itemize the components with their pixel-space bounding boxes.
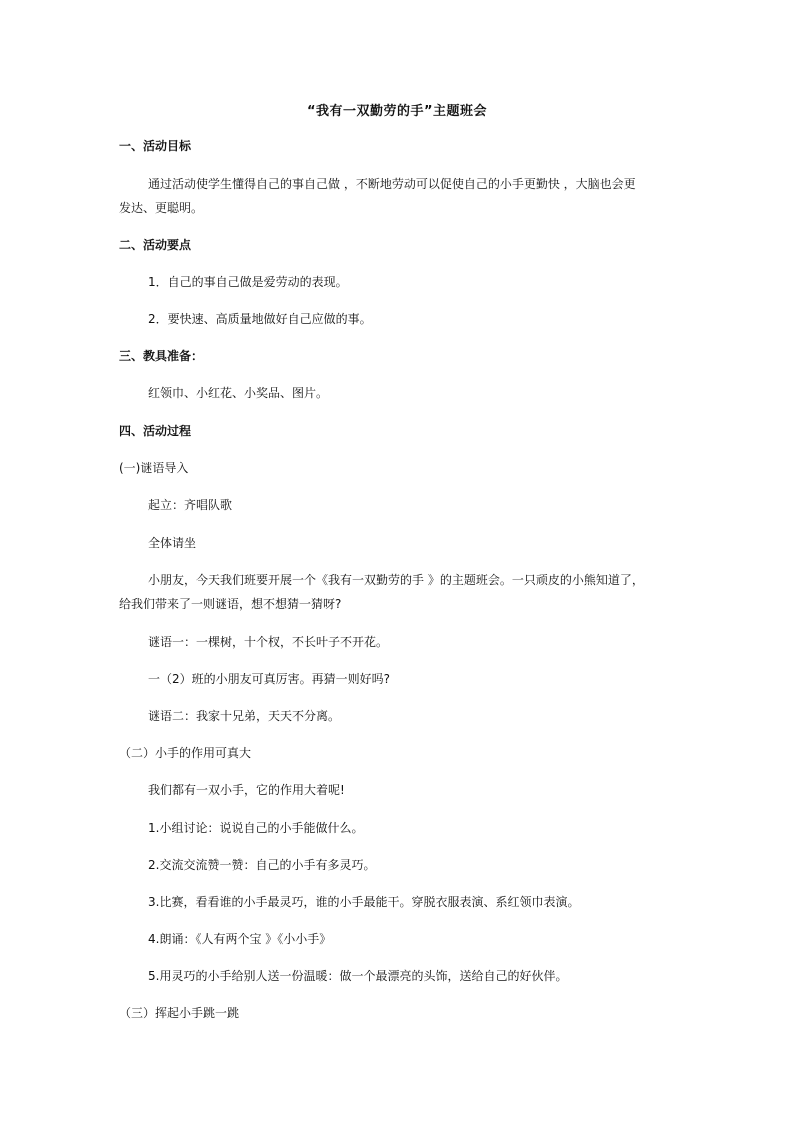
subsection-heading-riddle: (一)谜语导入 [119,461,189,475]
key-point-item: 1．自己的事自己做是爱劳动的表现。 [148,275,348,289]
riddle-comment: 一（2）班的小朋友可真厉害。再猜一则好吗? [148,672,391,686]
hands-item: 5.用灵巧的小手给别人送一份温暖：做一个最漂亮的头饰，送给自己的好伙伴。 [148,969,568,983]
key-point-item: 2．要快速、高质量地做好自己应做的事。 [148,312,372,326]
section-heading-process: 四、活动过程 [119,424,192,438]
hands-item: 3.比赛，看看谁的小手最灵巧，谁的小手最能干。穿脱衣服表演、系红领巾表演。 [148,895,580,909]
section-heading-goals: 一、活动目标 [119,139,192,153]
subsection-heading-hands: （二）小手的作用可真大 [119,746,252,760]
process-line: 起立：齐唱队歌 [148,498,233,512]
hands-item: 1.小组讨论：说说自己的小手能做什么。 [148,821,364,835]
section-heading-materials: 三、教具准备： [119,349,204,363]
intro-paragraph: 小朋友，今天我们班要开展一个《我有一双勤劳的手 》的主题班会。一只顽皮的小熊知道了， [148,573,644,587]
goals-paragraph: 通过活动使学生懂得自己的事自己做 ，不断地劳动可以促使自己的小手更勤快 ，大脑也会更 [148,177,636,191]
section-heading-key-points: 二、活动要点 [119,238,192,252]
goals-paragraph-continued: 发达、更聪明。 [119,201,204,215]
hands-item: 4.朗诵：《人有两个宝 》《小小手》 [148,932,332,946]
process-line: 全体请坐 [148,536,197,550]
materials-paragraph: 红领巾、小红花、小奖品、图片。 [148,386,329,400]
hands-item: 2.交流交流赞一赞：自己的小手有多灵巧。 [148,858,376,872]
subsection-heading-dance: （三）挥起小手跳一跳 [119,1006,240,1020]
riddle-two: 谜语二：我家十兄弟，天天不分离。 [148,709,341,723]
riddle-one: 谜语一：一棵树，十个杈，不长叶子不开花。 [148,635,389,649]
intro-paragraph-continued: 给我们带来了一则谜语，想不想猜一猜呀? [119,597,342,611]
hands-intro: 我们都有一双小手，它的作用大着呢! [148,783,345,797]
document-title: “我有一双勤劳的手”主题班会 [306,104,488,119]
